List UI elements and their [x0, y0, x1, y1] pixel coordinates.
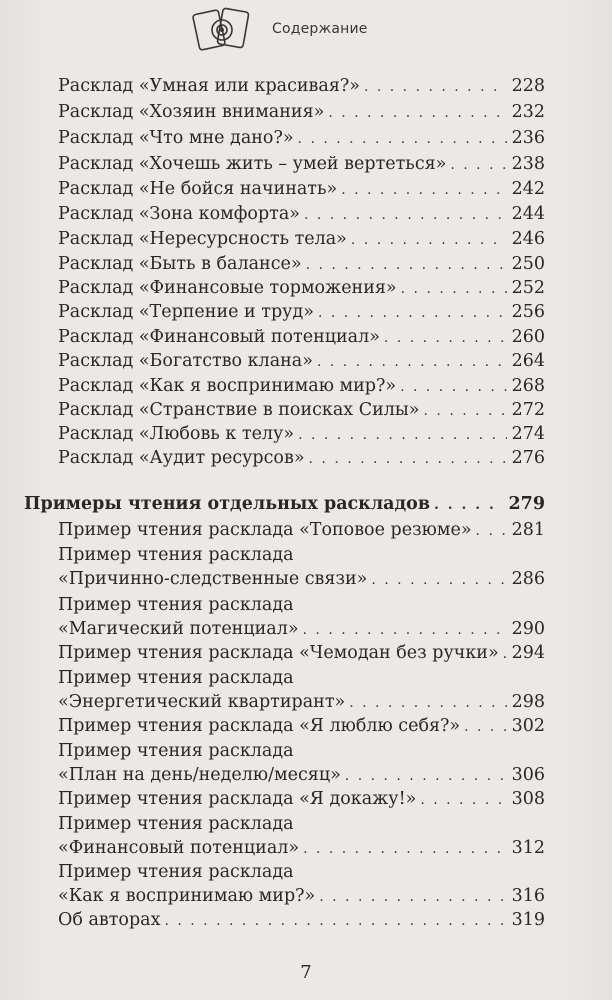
leader-dots: [164, 909, 507, 933]
toc-entry[interactable]: [58, 398, 545, 422]
toc-entry-line: Пример чтения расклада: [58, 814, 294, 834]
toc-entry[interactable]: [58, 518, 545, 542]
toc-entry[interactable]: [58, 641, 545, 665]
toc-entry-page: 256: [511, 302, 545, 322]
toc-entry[interactable]: [58, 884, 545, 908]
leader-dots: [371, 568, 507, 592]
toc-section-heading[interactable]: [24, 492, 545, 516]
toc-entry-title: Пример чтения расклада «Я докажу!»: [58, 789, 417, 809]
toc-entry[interactable]: [58, 422, 545, 446]
toc-section-page: 279: [508, 494, 545, 514]
toc-entry[interactable]: [58, 836, 545, 860]
toc-entry-page: 306: [511, 765, 545, 785]
tarot-cards-icon: [190, 6, 254, 52]
toc-entry-title: Пример чтения расклада «Топовое резюме»: [58, 520, 472, 540]
toc-entry-page: 260: [511, 327, 545, 347]
leader-dots: [345, 764, 507, 788]
leader-dots: [319, 885, 507, 909]
toc-entry-page: 268: [511, 376, 545, 396]
toc-entry[interactable]: [58, 374, 545, 398]
toc-entry-line: Пример чтения расклада: [58, 862, 294, 882]
leader-dots: [317, 350, 507, 374]
toc-entry-title: Расклад «Зона комфорта»: [58, 204, 300, 224]
leader-dots: [306, 253, 507, 277]
toc-entry[interactable]: [58, 100, 545, 124]
leader-dots: [420, 788, 507, 812]
toc-entry-title: «Энергетический квартирант»: [58, 692, 346, 712]
toc-entry-page: 281: [511, 520, 545, 540]
toc-entry-title: Расклад «Хочешь жить – умей вертеться»: [58, 154, 447, 174]
toc-entry[interactable]: [58, 252, 545, 276]
toc-entry-title: «Как я воспринимаю мир?»: [58, 886, 316, 906]
toc-entry-title: Расклад «Умная или красивая?»: [58, 76, 360, 96]
toc-entry-title: Пример чтения расклада «Я люблю себя?»: [58, 716, 461, 736]
toc-entry-title: Расклад «Аудит ресурсов»: [58, 448, 305, 468]
toc-entry-title: «Магический потенциал»: [58, 619, 299, 639]
toc-section-title: Примеры чтения отдельных раскладов: [24, 494, 430, 514]
toc-entry-title: Расклад «Финансовые торможения»: [58, 278, 397, 298]
toc-entry[interactable]: [58, 714, 545, 738]
toc-entry-page: 236: [511, 128, 545, 148]
toc-entry-page: 290: [511, 619, 545, 639]
toc-entry-page: 316: [511, 886, 545, 906]
leader-dots: [476, 519, 507, 543]
toc-entry[interactable]: [58, 152, 545, 176]
running-header: [190, 6, 368, 52]
toc-entry[interactable]: [58, 202, 545, 226]
toc-entry-page: 302: [511, 716, 545, 736]
toc-entry-page: 232: [511, 102, 545, 122]
toc-entry[interactable]: [58, 690, 545, 714]
toc-entry-line: Пример чтения расклада: [58, 741, 294, 761]
leader-dots: [303, 837, 507, 861]
toc-entry-line: Пример чтения расклада: [58, 668, 294, 688]
leader-dots: [351, 228, 507, 252]
page-number: 7: [300, 962, 312, 983]
toc-entry[interactable]: [58, 276, 545, 300]
leader-dots: [341, 178, 507, 202]
toc-entry[interactable]: [58, 349, 545, 373]
toc-entry-title: Расклад «Быть в балансе»: [58, 254, 302, 274]
toc-entry-authors[interactable]: [58, 908, 545, 932]
toc-entry-title: Расклад «Что мне дано?»: [58, 128, 294, 148]
toc-entry-page: 272: [511, 400, 545, 420]
toc-entry-page: 250: [511, 254, 545, 274]
toc-entry-title: Расклад «Любовь к телу»: [58, 424, 295, 444]
leader-dots: [328, 101, 507, 125]
leader-dots: [424, 399, 507, 423]
toc-entry-page: 244: [511, 204, 545, 224]
leader-dots: [364, 75, 507, 99]
leader-dots: [464, 715, 507, 739]
toc-entry-title: Расклад «Богатство клана»: [58, 351, 313, 371]
toc-entry-title: Расклад «Терпение и труд»: [58, 302, 314, 322]
toc-entry-title: Расклад «Финансовый потенциал»: [58, 327, 380, 347]
toc-entry-page: 312: [511, 838, 545, 858]
toc-entry-page: 308: [511, 789, 545, 809]
toc-entry-title: «План на день/неделю/месяц»: [58, 765, 341, 785]
toc-entry-title: Расклад «Нересурсность тела»: [58, 229, 347, 249]
toc-entry-page: 242: [511, 179, 545, 199]
toc-entry[interactable]: [58, 227, 545, 251]
toc-entry[interactable]: [58, 617, 545, 641]
toc-entry-title: Расклад «Как я воспринимаю мир?»: [58, 376, 397, 396]
toc-entry-title: Пример чтения расклада «Чемодан без ручки»: [58, 643, 499, 663]
toc-entry[interactable]: [58, 446, 545, 470]
leader-dots: [318, 301, 507, 325]
toc-entry-page: 276: [511, 448, 545, 468]
toc-entry-page: 264: [511, 351, 545, 371]
leader-dots: [400, 375, 507, 399]
header-title: Содержание: [272, 21, 368, 37]
toc-entry[interactable]: [58, 325, 545, 349]
toc-entry-page: 252: [511, 278, 545, 298]
toc-entry-title: «Финансовый потенциал»: [58, 838, 300, 858]
toc-entry[interactable]: [58, 177, 545, 201]
leader-dots: [303, 618, 507, 642]
toc-entry[interactable]: [58, 74, 545, 98]
leader-dots: [450, 153, 507, 177]
toc-entry-page: 319: [511, 910, 545, 930]
toc-entry[interactable]: [58, 567, 545, 591]
toc-entry-title: «Причинно-следственные связи»: [58, 569, 368, 589]
toc-entry-page: 238: [511, 154, 545, 174]
toc-entry-page: 286: [511, 569, 545, 589]
toc-entry-page: 228: [511, 76, 545, 96]
toc-entry-title: Расклад «Хозяин внимания»: [58, 102, 325, 122]
leader-dots: [503, 642, 507, 666]
leader-dots: [309, 447, 507, 471]
leader-dots: [401, 277, 507, 301]
toc-entry[interactable]: [58, 763, 545, 787]
leader-dots: [434, 493, 504, 517]
toc-entry-page: 298: [511, 692, 545, 712]
leader-dots: [304, 203, 507, 227]
toc-entry-page: 274: [511, 424, 545, 444]
toc-entry-title: Расклад «Странствие в поисках Силы»: [58, 400, 420, 420]
toc-entry-page: 246: [511, 229, 545, 249]
toc-entry[interactable]: [58, 126, 545, 150]
toc-entry-line: Пример чтения расклада: [58, 545, 294, 565]
toc-entry-title: Расклад «Не бойся начинать»: [58, 179, 338, 199]
toc-entry[interactable]: [58, 300, 545, 324]
leader-dots: [349, 691, 507, 715]
leader-dots: [384, 326, 507, 350]
toc-entry-page: 294: [511, 643, 545, 663]
toc-entry-line: Пример чтения расклада: [58, 595, 294, 615]
leader-dots: [298, 127, 507, 151]
toc-entry-title: Об авторах: [58, 910, 161, 930]
toc-entry[interactable]: [58, 787, 545, 811]
leader-dots: [298, 423, 507, 447]
